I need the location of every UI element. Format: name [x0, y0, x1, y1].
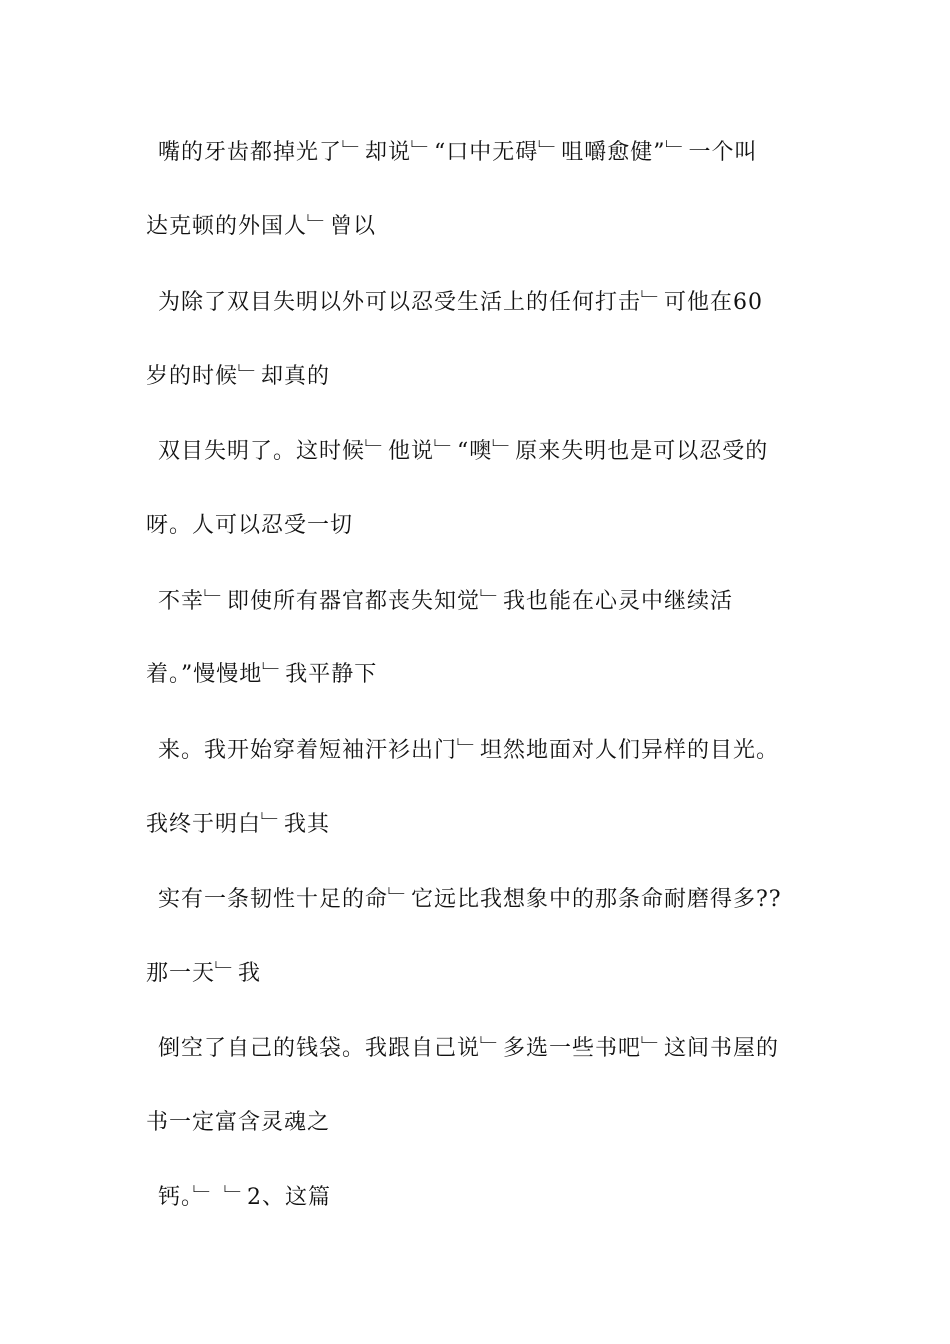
- text-line-1: 嘴的牙齿都掉光了﹂却说﹂“口中无碍﹂咀嚼愈健”﹂一个叫: [158, 140, 758, 165]
- text-line-15: 钙。﹂ ﹂2、这篇: [158, 1185, 331, 1210]
- text-line-3: 为除了双目失明以外可以忍受生活上的任何打击﹂可他在60: [158, 290, 763, 315]
- text-line-4: 岁的时候﹂却真的: [146, 364, 331, 389]
- text-line-12: 那一天﹂我: [146, 961, 262, 986]
- text-line-11: 实有一条韧性十足的命﹂它远比我想象中的那条命耐磨得多??: [158, 887, 782, 912]
- text-line-13: 倒空了自己的钱袋。我跟自己说﹂多选一些书吧﹂这间书屋的: [158, 1036, 780, 1061]
- text-line-6: 呀。人可以忍受一切: [146, 513, 354, 538]
- text-line-7: 不幸﹂即使所有器官都丧失知觉﹂我也能在心灵中继续活: [158, 589, 734, 614]
- text-line-9: 来。我开始穿着短袖汗衫出门﹂坦然地面对人们异样的目光。: [158, 738, 780, 763]
- text-line-5: 双目失明了。这时候﹂他说﹂“噢﹂原来失明也是可以忍受的: [158, 439, 769, 464]
- text-line-10: 我终于明白﹂我其: [146, 812, 331, 837]
- text-line-8: 着。”慢慢地﹂我平静下: [146, 662, 378, 687]
- text-line-14: 书一定富含灵魂之: [146, 1110, 331, 1135]
- text-line-2: 达克顿的外国人﹂曾以: [146, 214, 377, 239]
